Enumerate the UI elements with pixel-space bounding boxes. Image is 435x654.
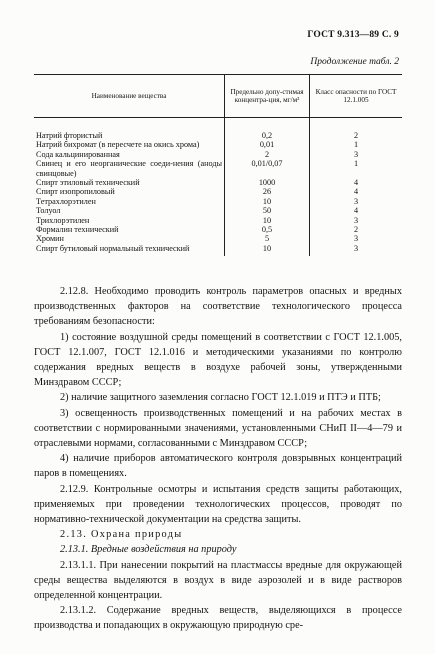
substance-name: Хромин	[34, 234, 225, 243]
hazard-class: 3	[353, 149, 359, 159]
hazard-class: 4	[353, 206, 359, 216]
pdk-value: 50	[225, 206, 310, 215]
hazard-class: 4	[353, 178, 359, 188]
substance-name: Натрий фтористый	[34, 118, 225, 141]
paragraph-2-13-1-2: 2.13.1.2. Содержание вредных веществ, выделяющихся в процессе производства и попадающих в окружающую природную сре-	[34, 605, 402, 632]
pdk-value: 0,2	[225, 118, 310, 141]
table-caption: Продолжение табл. 2	[310, 57, 399, 67]
paragraph-item-2: 2) наличие защитного заземления согласно ГОСТ 12.1.019 и ПТЭ и ПТБ;	[60, 392, 381, 404]
hazard-class: 4	[353, 187, 359, 197]
hazard-class: 1	[353, 159, 359, 169]
hazard-class: 2	[353, 131, 359, 140]
pdk-value: 10	[225, 197, 310, 206]
hazard-class: 2	[353, 225, 359, 235]
substance-name: Свинец и его неорганические соеди-нения (аноды свинцовые)	[34, 159, 225, 178]
hazard-class: 3	[353, 234, 359, 244]
substance-name: Сода кальцинированная	[34, 150, 225, 159]
table-header-row	[34, 75, 402, 118]
table-row	[34, 140, 402, 149]
hazard-class: 3	[353, 215, 359, 225]
table-row	[34, 197, 402, 206]
hazard-class: 3	[353, 196, 359, 206]
substance-name: Натрий бихромат (в пересчете на окись хрома)	[34, 140, 225, 149]
column-header-class: Класс опасности по ГОСТ 12.1.005	[310, 75, 403, 118]
substance-name: Трихлорэтилен	[34, 216, 225, 225]
table-row	[34, 225, 402, 234]
paragraph-2-12-9: 2.12.9. Контрольные осмотры и испытания средств защиты работающих, применяемых при проведении технологических процессов, проводят по нормативно-технической документации на средства защиты.	[34, 483, 402, 526]
page-header: ГОСТ 9.313—89 С. 9	[307, 30, 399, 40]
subsection-heading-2-13-1: 2.13.1. Вредные воздействия на природу	[60, 544, 237, 556]
substance-name: Тетрахлорэтилен	[34, 197, 225, 206]
table-row	[34, 234, 402, 243]
pdk-value: 26	[225, 187, 310, 196]
column-header-name: Наименование вещества	[34, 75, 225, 118]
table-row	[34, 178, 402, 187]
table-row	[34, 244, 402, 256]
pdk-value: 1000	[225, 178, 310, 187]
paragraph-2-12-8: 2.12.8. Необходимо проводить контроль параметров опасных и вредных производственных факторов на соответствие технологического процесса требованиям безопасности:	[34, 286, 402, 328]
table-row	[34, 216, 402, 225]
table-row	[34, 118, 402, 141]
paragraph-2-13-1-1: 2.13.1.1. При нанесении покрытий на пластмассы вредные для окружающей среды вещества выделяются в воздух в виде аэрозолей и в виде растворов определенной концентрации.	[34, 559, 402, 602]
hazard-class: 1	[353, 140, 359, 150]
hazard-class: 3	[353, 243, 359, 253]
paragraph-item-3: 3) освещенность производственных помещений и на рабочих местах в соответствии с нормированными значениями, установленными СНиП II—4—79 и отраслевыми нормами, согласованными с Минздравом СССР;	[34, 407, 402, 450]
pdk-value: 10	[225, 216, 310, 225]
substance-name: Спирт этиловый технический	[34, 178, 225, 187]
table-row	[34, 206, 402, 215]
column-header-pdk: Предельно допу-стимая концентра-ция, мг/м³	[225, 75, 310, 118]
paragraph-item-1: 1) состояние воздушной среды помещений в соответствии с ГОСТ 12.1.005, ГОСТ 12.1.007, ГОСТ 12.1.016 и методическими указаниями по контролю содержания вредных веществ в воздухе рабочей зоны, утвержденными Минздравом СССР;	[34, 331, 402, 389]
pdk-value: 5	[225, 234, 310, 243]
substance-name: Толуол	[34, 206, 225, 215]
pdk-value: 0,01/0,07	[225, 159, 310, 178]
paragraph-item-4: 4) наличие приборов автоматического контроля довзрывных концентраций паров в помещениях.	[34, 453, 402, 480]
pdk-value: 0,5	[225, 225, 310, 234]
substances-table	[34, 74, 402, 256]
body-text	[34, 284, 402, 634]
section-heading-2-13: 2.13. Охрана природы	[60, 529, 183, 541]
substance-name: Формалин технический	[34, 225, 225, 234]
substance-name: Спирт бутиловый нормальный технический	[34, 244, 225, 256]
pdk-value: 10	[225, 244, 310, 256]
pdk-value: 0,01	[225, 140, 310, 149]
substance-name: Спирт изопропиловый	[34, 187, 225, 196]
table-row	[34, 150, 402, 159]
table-row	[34, 159, 402, 178]
pdk-value: 2	[225, 150, 310, 159]
table-row	[34, 187, 402, 196]
